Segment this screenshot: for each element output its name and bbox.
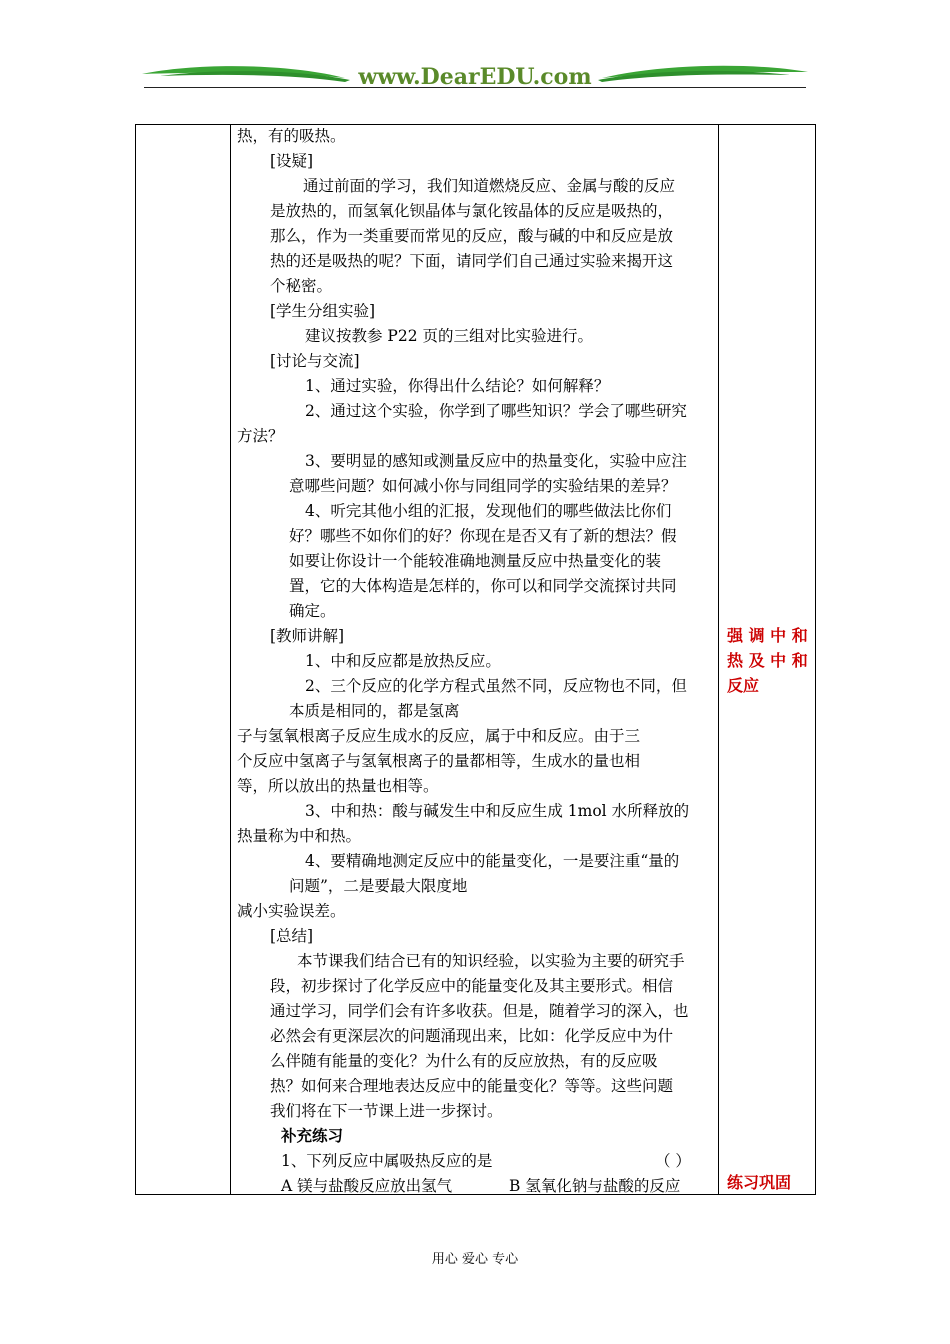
section-heading: [设疑]	[270, 152, 314, 170]
text-line: 热？如何来合理地表达反应中的能量变化？等等。这些问题	[270, 1077, 674, 1095]
text-line: 建议按教参 P22 页的三组对比实验进行。	[305, 327, 594, 345]
text-line: 确定。	[289, 602, 336, 620]
text-line: 我们将在下一节课上进一步探讨。	[270, 1102, 503, 1120]
text-line: 本质是相同的，都是氢离	[289, 702, 460, 720]
text-line: 减小实验误差。	[237, 902, 346, 920]
section-heading: [教师讲解]	[270, 627, 345, 645]
site-header-banner	[140, 60, 810, 94]
exercise-heading: 补充练习	[281, 1127, 344, 1145]
lesson-content	[237, 124, 715, 1199]
text-line: 么伴随有能量的变化？为什么有的反应放热，有的反应吸	[270, 1052, 658, 1070]
column-divider-1	[230, 125, 231, 1194]
column-divider-2	[718, 125, 719, 1194]
text-line: 意哪些问题？如何减小你与同组同学的实验结果的差异？	[289, 477, 677, 495]
side-note-line: 热 及 中 和	[727, 651, 808, 670]
answer-blank[interactable]: （ ）	[655, 1152, 691, 1170]
text-line: 本节课我们结合已有的知识经验，以实验为主要的研究手	[297, 952, 685, 970]
section-heading: [学生分组实验]	[270, 302, 376, 320]
page-footer: 用心 爱心 专心	[431, 1252, 519, 1267]
side-note-line: 反应	[727, 676, 760, 695]
side-note-line: 强 调 中 和	[727, 626, 808, 645]
text-line: 好？哪些不如你们的好？你现在是否又有了新的想法？假	[289, 527, 677, 545]
text-line: 2、通过这个实验，你学到了哪些知识？学会了哪些研究	[305, 402, 687, 420]
exercise-options	[237, 1174, 715, 1199]
text-line: 如要让你设计一个能较准确地测量反应中热量变化的装	[289, 552, 662, 570]
text-line: 1、通过实验，你得出什么结论？如何解释？	[305, 377, 610, 395]
text-line: 那么，作为一类重要而常见的反应，酸与碱的中和反应是放	[270, 227, 674, 245]
text-line: 是放热的，而氢氧化钡晶体与氯化铵晶体的反应是吸热的，	[270, 202, 674, 220]
text-line: 问题”，二是要最大限度地	[289, 877, 468, 895]
text-line: 个秘密。	[270, 277, 333, 295]
section-heading: [总结]	[270, 927, 314, 945]
site-logo-text[interactable]: www.DearEDU.com	[358, 64, 592, 90]
text-line: 3、中和热：酸与碱发生中和反应生成 1mol 水所释放的	[305, 802, 690, 820]
header-rule	[144, 87, 806, 88]
side-note-emphasis	[727, 623, 812, 698]
text-line: 通过前面的学习，我们知道燃烧反应、金属与酸的反应	[303, 177, 676, 195]
text-line: 个反应中氢离子与氢氧根离子的量都相等，生成水的量也相	[237, 752, 641, 770]
question-text: 1、下列反应中属吸热反应的是	[281, 1152, 493, 1170]
option-a[interactable]: A 镁与盐酸反应放出氢气	[281, 1177, 453, 1195]
text-line: 必然会有更深层次的问题涌现出来，比如：化学反应中为什	[270, 1027, 674, 1045]
side-note-practice: 练习巩固	[727, 1173, 792, 1192]
text-line: 通过学习，同学们会有许多收获。但是，随着学习的深入，也	[270, 1002, 689, 1020]
text-line: 1、中和反应都是放热反应。	[305, 652, 501, 670]
text-line: 热，有的吸热。	[237, 127, 346, 145]
text-line: 4、听完其他小组的汇报，发现他们的哪些做法比你们	[305, 502, 672, 520]
section-heading: [讨论与交流]	[270, 352, 360, 370]
text-line: 4、要精确地测定反应中的能量变化，一是要注重“量的	[305, 852, 680, 870]
text-line: 3、要明显的感知或测量反应中的热量变化，实验中应注	[305, 452, 687, 470]
text-line: 子与氢氧根离子反应生成水的反应，属于中和反应。由于三	[237, 727, 641, 745]
text-line: 方法？	[237, 427, 284, 445]
text-line: 段，初步探讨了化学反应中的能量变化及其主要形式。相信	[270, 977, 674, 995]
text-line: 热的还是吸热的呢？下面，请同学们自己通过实验来揭开这	[270, 252, 674, 270]
text-line: 等，所以放出的热量也相等。	[237, 777, 439, 795]
text-line: 置，它的大体构造是怎样的，你可以和同学交流探讨共同	[289, 577, 677, 595]
option-b[interactable]: B 氢氧化钠与盐酸的反应	[509, 1177, 681, 1195]
text-line: 热量称为中和热。	[237, 827, 362, 845]
text-line: 2、三个反应的化学方程式虽然不同，反应物也不同，但	[305, 677, 687, 695]
exercise-question	[237, 1149, 715, 1174]
